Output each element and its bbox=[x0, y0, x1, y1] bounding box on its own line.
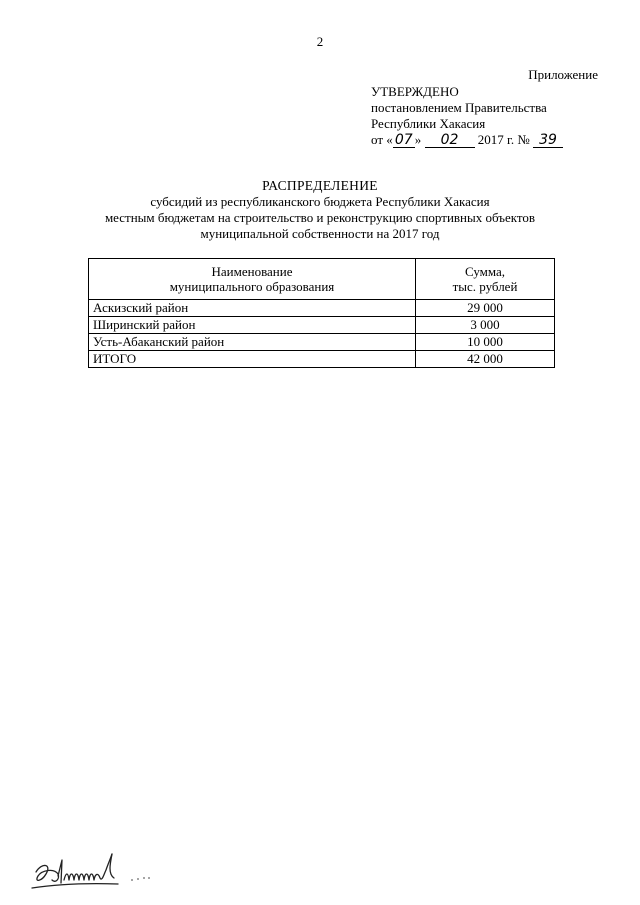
title-line-1: субсидий из республиканского бюджета Республики Хакасия bbox=[150, 194, 490, 209]
row-name: Аскизский район bbox=[89, 300, 416, 317]
row-amount: 10 000 bbox=[416, 334, 555, 351]
approval-block bbox=[371, 84, 563, 148]
approval-quote-close: » bbox=[414, 132, 422, 147]
header-municipality-line2: муниципального образования bbox=[169, 279, 335, 294]
header-municipality bbox=[89, 259, 416, 300]
header-amount-line2: тыс. рублей bbox=[452, 279, 518, 294]
row-amount: 29 000 bbox=[416, 300, 555, 317]
approval-month: 02 bbox=[440, 132, 459, 148]
signature-image bbox=[28, 850, 178, 895]
title-line-3: муниципальной собственности на 2017 год bbox=[200, 226, 440, 241]
row-name: Усть-Абаканский район bbox=[89, 334, 416, 351]
table-row bbox=[89, 334, 555, 351]
title-block bbox=[0, 178, 640, 242]
title-line-2: местным бюджетам на строительство и реконструкцию спортивных объектов bbox=[104, 210, 536, 225]
table-row bbox=[89, 300, 555, 317]
approval-month-field bbox=[425, 133, 475, 148]
table-header-row bbox=[89, 259, 555, 300]
approval-number-field bbox=[533, 133, 563, 148]
approval-line-decree: постановлением Правительства bbox=[371, 100, 547, 115]
row-amount: 3 000 bbox=[416, 317, 555, 334]
total-amount: 42 000 bbox=[416, 351, 555, 368]
header-amount-line1: Сумма, bbox=[464, 264, 506, 279]
approval-day-field bbox=[393, 133, 415, 148]
document-title: РАСПРЕДЕЛЕНИЕ bbox=[262, 178, 378, 193]
total-label: ИТОГО bbox=[89, 351, 416, 368]
subsidies-table bbox=[88, 258, 555, 368]
approval-year-text: 2017 г. № bbox=[477, 132, 530, 147]
page-number: 2 bbox=[316, 34, 324, 49]
table-row bbox=[89, 317, 555, 334]
approval-day: 07 bbox=[394, 132, 413, 148]
approval-line-republic: Республики Хакасия bbox=[371, 116, 486, 131]
table-row-total bbox=[89, 351, 555, 368]
appendix-label: Приложение bbox=[528, 67, 598, 82]
approval-date-line bbox=[371, 132, 563, 148]
approval-from-prefix: от « bbox=[371, 132, 393, 147]
header-amount bbox=[416, 259, 555, 300]
header-municipality-line1: Наименование bbox=[211, 264, 293, 279]
approval-number: 39 bbox=[539, 132, 557, 148]
row-name: Ширинский район bbox=[89, 317, 416, 334]
approval-heading: УТВЕРЖДЕНО bbox=[371, 84, 459, 99]
